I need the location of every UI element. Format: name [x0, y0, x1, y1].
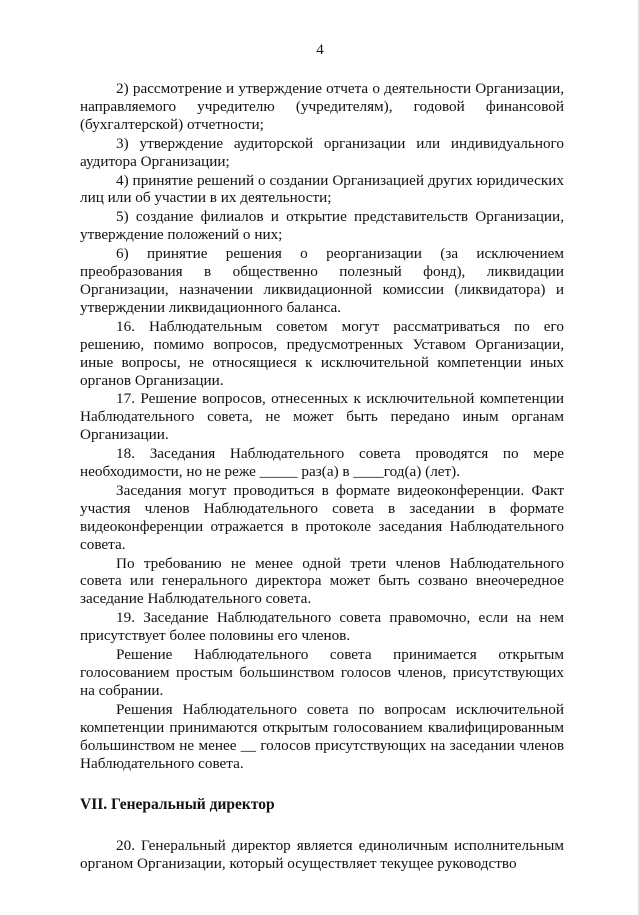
paragraph-item-6: 6) принятие решения о реорганизации (за исключением преобразования в общественно полезный фонд), ликвидации Организации, назначении ликвидационной комиссии (ликвидатора) и утверждении ликвидационного баланса.	[80, 245, 564, 316]
paragraph-clause-19: 19. Заседание Наблюдательного совета правомочно, если на нем присутствует более половины его членов.	[80, 609, 564, 645]
paragraph-clause-16: 16. Наблюдательным советом могут рассматриваться по его решению, помимо вопросов, предусмотренных Уставом Организации, иные вопросы, не относящиеся к исключительной компетенции иных органов Организации.	[80, 317, 564, 389]
paragraph-qualified-majority: Решения Наблюдательного совета по вопросам исключительной компетенции принимаются открытым голосованием квалифицированным большинством не менее __ голосов присутствующих на заседании членов Наблюдательного совета.	[80, 700, 564, 772]
document-body	[80, 80, 564, 873]
paragraph-item-2: 2) рассмотрение и утверждение отчета о деятельности Организации, направляемого учредителю (учредителям), годовой финансовой (бухгалтерской) отчетности;	[80, 80, 564, 133]
paragraph-clause-20: 20. Генеральный директор является единоличным исполнительным органом Организации, который осуществляет текущее руководство	[80, 837, 564, 873]
paragraph-clause-17: 17. Решение вопросов, отнесенных к исключительной компетенции Наблюдательного совета, не может быть передано иным органам Организации.	[80, 390, 564, 444]
paragraph-videoconference: Заседания могут проводиться в формате видеоконференции. Факт участия членов Наблюдательного совета в заседании в формате видеоконференции отражается в протоколе заседания Наблюдательного совета.	[80, 481, 564, 553]
section-heading: VII. Генеральный директор	[80, 796, 275, 814]
paragraph-clause-18: 18. Заседания Наблюдательного совета проводятся по мере необходимости, но не реже _____ раз(а) в ____год(а) (лет).	[80, 445, 564, 481]
page-number: 4	[316, 42, 324, 58]
paragraph-item-3: 3) утверждение аудиторской организации или индивидуального аудитора Организации;	[80, 134, 564, 170]
paragraph-extraordinary-meeting: По требованию не менее одной трети членов Наблюдательного совета или генерального директора может быть созвано внеочередное заседание Наблюдательного совета.	[80, 554, 564, 608]
paragraph-simple-majority: Решение Наблюдательного совета принимается открытым голосованием простым большинством голосов членов, присутствующих на собрании.	[80, 646, 564, 699]
paragraph-item-5: 5) создание филиалов и открытие представительств Организации, утверждение положений о них;	[80, 208, 564, 244]
paragraph-item-4: 4) принятие решений о создании Организацией других юридических лиц или об участии в их деятельности;	[80, 171, 564, 207]
